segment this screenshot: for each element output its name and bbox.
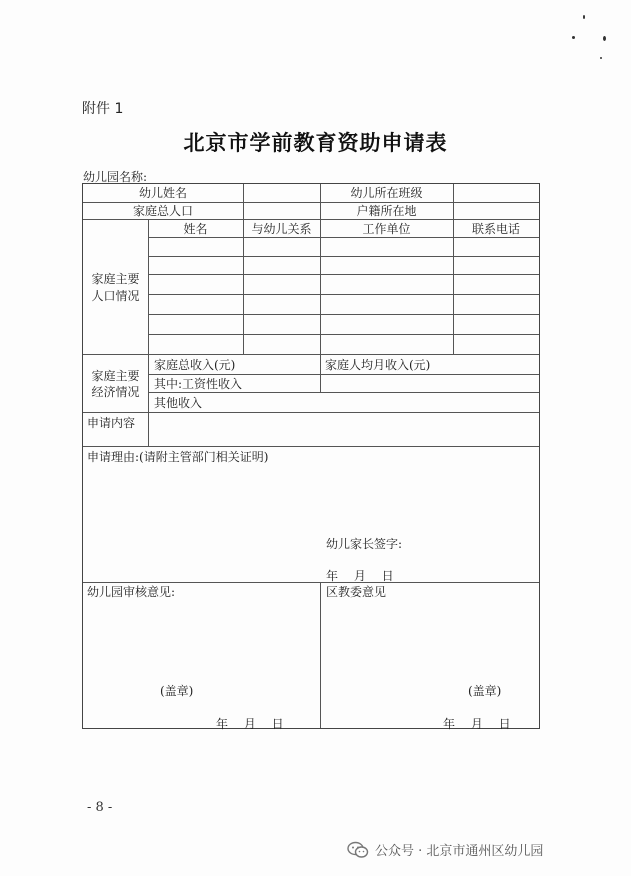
row-divider <box>148 314 539 315</box>
col-divider <box>243 219 244 354</box>
scan-speck <box>583 15 585 19</box>
row-divider <box>148 294 539 295</box>
reason-label: 申请理由:(请附主管部门相关证明) <box>87 450 269 464</box>
kindergarten-review-date: 年 月 日 <box>216 717 284 731</box>
row-divider <box>148 374 539 375</box>
kindergarten-seal-label: (盖章) <box>160 684 194 698</box>
row-divider <box>83 412 539 413</box>
watermark-text: 公众号 · 北京市通州区幼儿园 <box>375 844 544 859</box>
household-registration-label: 户籍所在地 <box>356 204 417 218</box>
header-relationship: 与幼儿关系 <box>251 222 312 236</box>
header-name: 姓名 <box>183 222 208 236</box>
application-content-label: 申请内容 <box>87 416 136 430</box>
watermark <box>347 840 543 859</box>
economy-section-label: 经济情况 <box>91 385 140 399</box>
other-income-label: 其他收入 <box>154 396 203 410</box>
col-divider <box>453 219 454 354</box>
row-divider <box>148 334 539 335</box>
col-divider <box>320 582 321 728</box>
district-opinion-label: 区教委意见 <box>326 585 387 599</box>
scan-speck <box>572 36 575 39</box>
district-opinion-date: 年 月 日 <box>443 717 511 731</box>
child-name-label: 幼儿姓名 <box>138 186 187 200</box>
page-title: 北京市学前教育资助申请表 <box>183 130 448 155</box>
wechat-icon <box>347 841 369 859</box>
header-employer: 工作单位 <box>362 222 411 236</box>
economy-section-label: 家庭主要 <box>91 369 140 383</box>
page-number: - 8 - <box>87 800 113 815</box>
col-divider <box>453 184 454 219</box>
kindergarten-review-label: 幼儿园审核意见: <box>87 585 176 599</box>
wage-income-label: 其中:工资性收入 <box>154 377 243 391</box>
col-divider <box>320 219 321 392</box>
members-section-label: 家庭主要 <box>91 272 140 286</box>
family-population-label: 家庭总人口 <box>132 204 193 218</box>
header-phone: 联系电话 <box>471 222 520 236</box>
total-income-label: 家庭总收入(元) <box>154 358 236 372</box>
per-capita-income-label: 家庭人均月收入(元) <box>325 358 431 372</box>
row-divider <box>83 354 539 355</box>
application-form-table <box>82 183 540 729</box>
class-label: 幼儿所在班级 <box>350 186 423 200</box>
district-seal-label: (盖章) <box>468 684 502 698</box>
kindergarten-name-label: 幼儿园名称: <box>83 170 148 184</box>
row-divider <box>83 219 539 220</box>
row-divider <box>83 446 539 447</box>
members-section-label: 人口情况 <box>91 289 140 303</box>
reason-date: 年 月 日 <box>326 569 394 583</box>
parent-signature-label: 幼儿家长签字: <box>326 537 403 551</box>
row-divider <box>148 274 539 275</box>
col-divider <box>148 219 149 446</box>
row-divider <box>83 202 539 203</box>
attachment-label: 附件 1 <box>82 101 124 117</box>
row-divider <box>148 237 539 238</box>
row-divider <box>83 582 539 583</box>
row-divider <box>148 392 539 393</box>
row-divider <box>148 256 539 257</box>
scan-speck <box>600 57 602 59</box>
scan-speck <box>603 36 606 41</box>
col-divider <box>243 184 244 219</box>
